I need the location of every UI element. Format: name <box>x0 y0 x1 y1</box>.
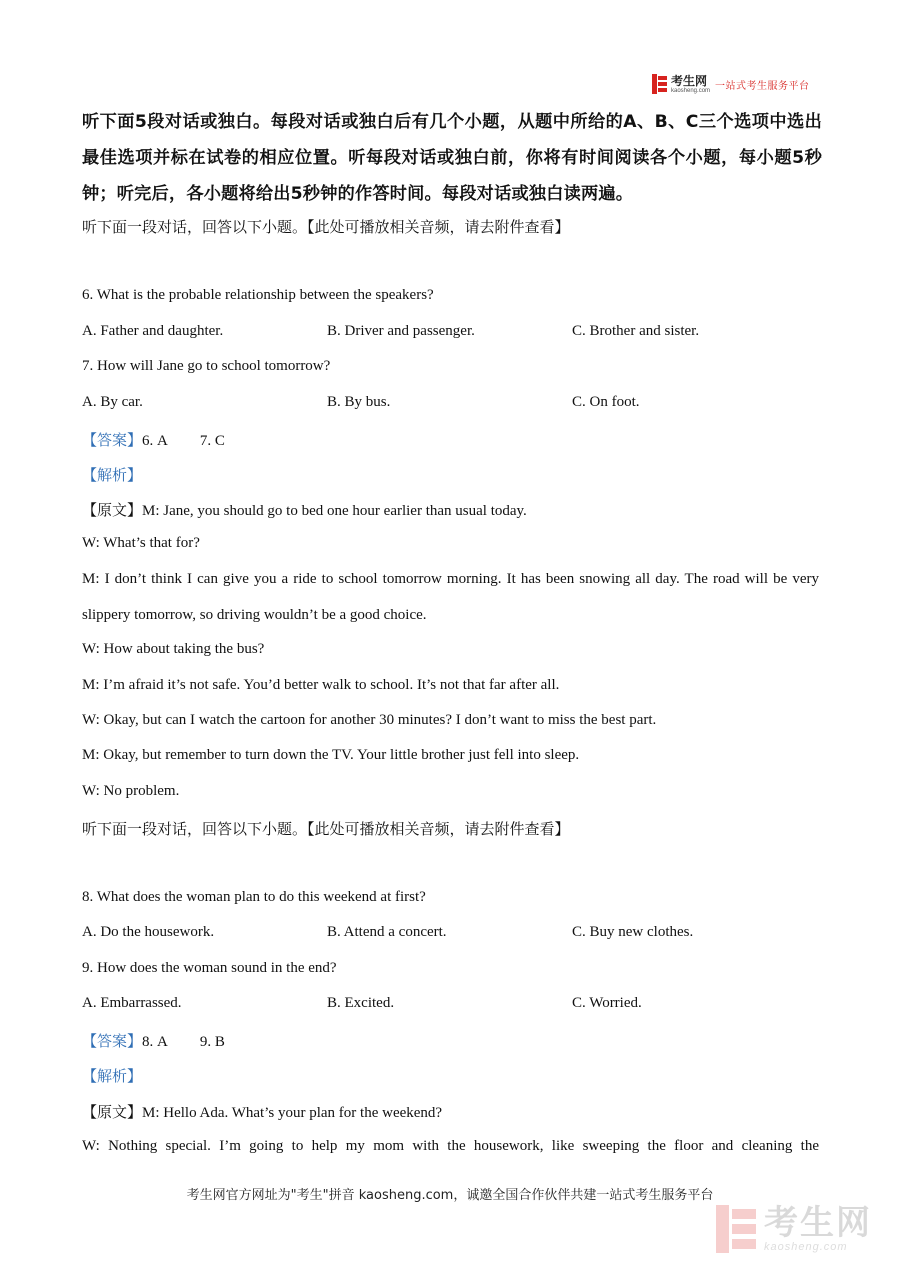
transcript-line: 【原文】M: Hello Ada. What’s your plan for the weekend? <box>82 1103 443 1121</box>
q7-option-a: A. By car. <box>82 394 143 410</box>
logo-name: 考生网 <box>671 73 708 88</box>
q6-option-b: B. Driver and passenger. <box>327 323 475 339</box>
original-tag: 【原文】 <box>82 1103 143 1121</box>
answer-value: 9. B <box>199 1034 225 1050</box>
answer-value: 7. C <box>199 433 225 449</box>
question-9: 9. How does the woman sound in the end? <box>82 960 337 976</box>
transcript-line: M: Okay, but remember to turn down the TV. Your little brother just fell into sleep. <box>82 747 580 763</box>
analysis-tag: 【解析】 <box>82 1067 143 1085</box>
q7-option-c: C. On foot. <box>572 394 640 410</box>
question-8: 8. What does the woman plan to do this weekend at first? <box>82 889 426 905</box>
answer-line-2 <box>82 1030 225 1051</box>
transcript-line: 【原文】M: Jane, you should go to bed one hour earlier than usual today. <box>82 501 527 519</box>
logo-slogan: 一站式考生服务平台 <box>715 80 810 92</box>
original-tag: 【原文】 <box>82 501 143 519</box>
answer-tag: 【答案】 <box>82 431 143 449</box>
answer-value: 6. A <box>142 433 168 449</box>
audio-prompt-1: 听下面一段对话，回答以下小题。【此处可播放相关音频，请去附件查看】 <box>82 218 570 236</box>
logo-domain: kaosheng.com <box>671 87 711 94</box>
audio-prompt-2: 听下面一段对话，回答以下小题。【此处可播放相关音频，请去附件查看】 <box>82 820 570 838</box>
question-6: 6. What is the probable relationship between the speakers? <box>82 287 434 303</box>
q9-option-b: B. Excited. <box>327 995 395 1011</box>
answer-value: 8. A <box>142 1034 168 1050</box>
watermark-domain: kaosheng.com <box>764 1240 848 1253</box>
q9-option-c: C. Worried. <box>572 995 642 1011</box>
transcript-line: M: I don’t think I can give you a ride to school tomorrow morning. It has been snowing all day. The road will be very slippery tomorrow, so driving wouldn’t be a good choice. <box>82 571 819 623</box>
q8-option-b: B. Attend a concert. <box>327 924 447 940</box>
transcript-line: W: How about taking the bus? <box>82 641 265 657</box>
watermark-name: 考生网 <box>764 1202 872 1243</box>
transcript-line: W: Nothing special. I’m going to help my mom with the housework, like sweeping the floor and cleaning the <box>82 1138 819 1154</box>
analysis-tag: 【解析】 <box>82 466 143 484</box>
answer-tag: 【答案】 <box>82 1032 143 1050</box>
watermark-icon <box>716 1205 758 1253</box>
transcript-line: W: Okay, but can I watch the cartoon for another 30 minutes? I don’t want to miss the best part. <box>82 712 657 728</box>
logo-icon <box>652 74 668 94</box>
section-instructions: 听下面5段对话或独白。每段对话或独白后有几个小题，从题中所给的A、B、C三个选项中选出最佳选项并标在试卷的相应位置。听每段对话或独白前，你将有时间阅读各个小题，每小题5秒钟；听完后，各小题将给出5秒钟的作答时间。每段对话或独白读两遍。 <box>82 112 822 204</box>
transcript-line: W: No problem. <box>82 783 180 799</box>
transcript-line: W: What’s that for? <box>82 535 200 551</box>
q6-option-c: C. Brother and sister. <box>572 323 700 339</box>
question-7: 7. How will Jane go to school tomorrow? <box>82 358 331 374</box>
q8-option-c: C. Buy new clothes. <box>572 924 694 940</box>
watermark-logo <box>716 1202 872 1253</box>
q7-option-b: B. By bus. <box>327 394 391 410</box>
page-footer: 考生网官方网址为"考生"拼音 kaosheng.com，诚邀全国合作伙伴共建一站式考生服务平台 <box>186 1188 714 1203</box>
transcript-line: M: I’m afraid it’s not safe. You’d better walk to school. It’s not that far after all. <box>82 677 560 693</box>
answer-line-1 <box>82 429 225 450</box>
header-logo[interactable] <box>652 73 810 95</box>
q6-option-a: A. Father and daughter. <box>82 323 224 339</box>
q8-option-a: A. Do the housework. <box>82 924 215 940</box>
q9-option-a: A. Embarrassed. <box>82 995 182 1011</box>
